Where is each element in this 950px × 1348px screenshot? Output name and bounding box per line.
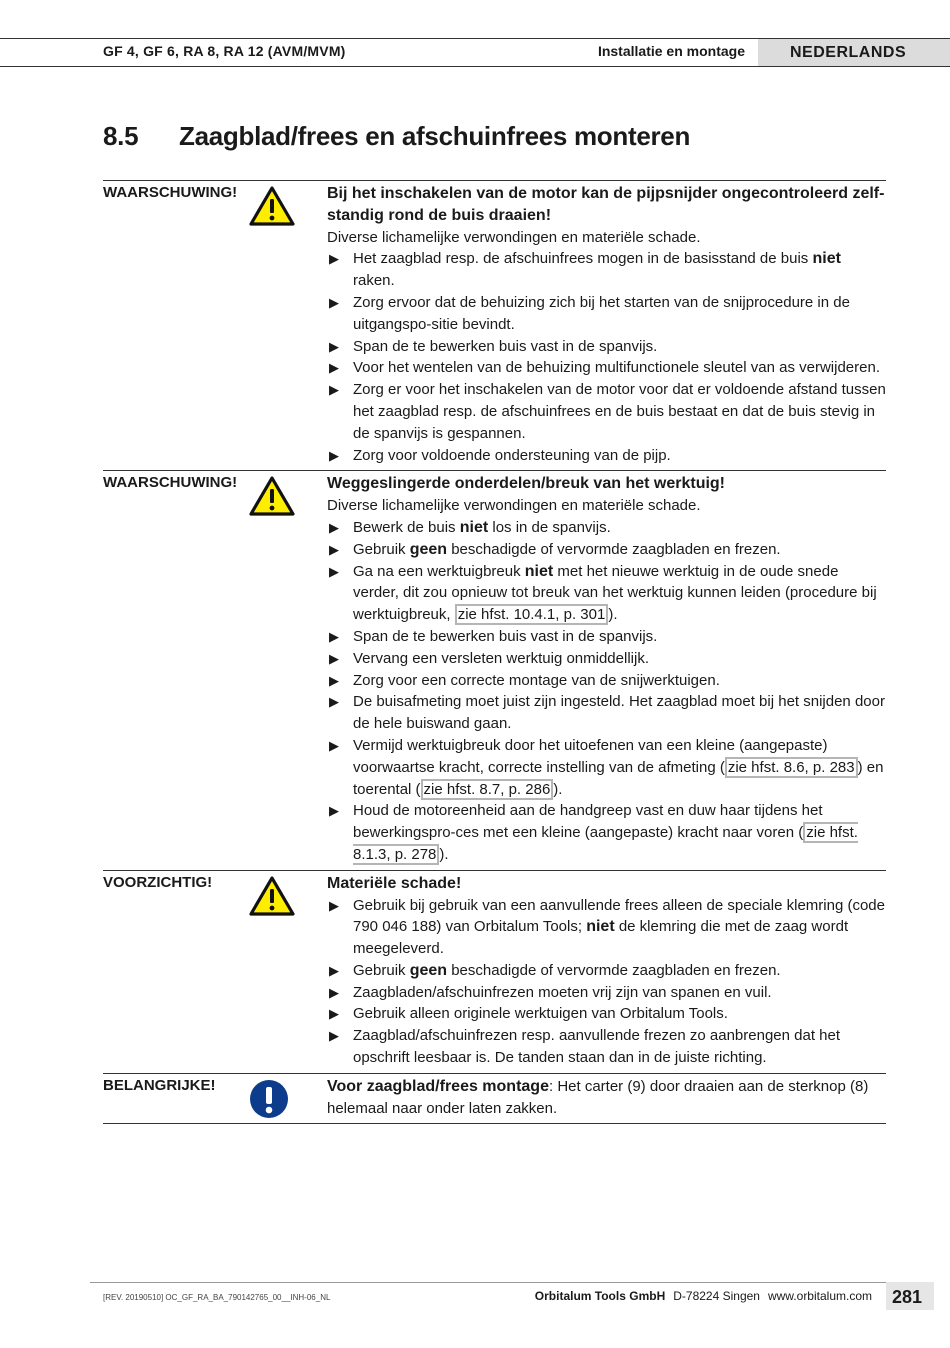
list-item [327, 960, 886, 982]
page-header [0, 38, 950, 67]
instruction-list [327, 248, 886, 466]
bullet-arrow-icon: ▶ [329, 447, 339, 463]
list-item [327, 691, 886, 735]
notice-block [103, 870, 886, 1073]
header-chapter: Installatie en montage [597, 43, 745, 59]
item-text: Gebruik [353, 961, 410, 979]
list-item [327, 517, 886, 539]
notice-heading: Weggeslingerde onderdelen/breuk van het werktuig! [327, 475, 726, 493]
item-text: Zorg er voor het inschakelen van de motor voor dat er voldoende afstand tussen het zaagblad resp. de afschuinfrees en de buis bestaat en dat de buis stevig in de spanvijs is gespannen. [353, 381, 886, 442]
bullet-arrow-icon: ▶ [329, 694, 339, 710]
instruction-list [327, 895, 886, 1069]
item-text: ). [608, 606, 618, 624]
bullet-arrow-icon: ▶ [329, 897, 339, 913]
bullet-arrow-icon: ▶ [329, 251, 339, 267]
notice-intro: Diverse lichamelijke verwondingen en materiële schade. [327, 228, 701, 246]
item-text: Vermijd werktuigbreuk door het uitoefenen van een kleine (aangepaste) voorwaartse kracht, correcte instelling van de afmeting ( [353, 736, 828, 776]
list-item [327, 561, 886, 626]
bullet-arrow-icon: ▶ [329, 338, 339, 354]
emphasis-text: niet [524, 562, 554, 580]
bullet-arrow-icon: ▶ [329, 737, 339, 753]
emphasis-text: niet [812, 250, 841, 268]
section-number: 8.5 [103, 121, 139, 151]
bullet-arrow-icon: ▶ [329, 1028, 339, 1044]
emphasis-text: geen [409, 961, 448, 979]
item-text: ). [553, 780, 563, 798]
notice-heading: Voor zaagblad/frees montage [327, 1077, 549, 1095]
signal-word: VOORZICHTIG! [103, 873, 213, 891]
item-text: los in de spanvijs. [488, 518, 611, 536]
item-text: ) en toerental ( [353, 758, 884, 798]
list-item [327, 539, 886, 561]
header-language: NEDERLANDS [758, 39, 950, 66]
list-item [327, 248, 886, 292]
item-text: beschadigde of vervormde zaagbladen en frezen. [447, 961, 781, 979]
notice-block [103, 180, 886, 470]
section-title [103, 121, 690, 152]
notice-block [103, 1073, 886, 1125]
footer-company: Orbitalum Tools GmbH [534, 1289, 666, 1303]
footer-website: www.orbitalum.com [767, 1289, 872, 1303]
safety-notices [103, 180, 886, 1124]
notice-intro: Diverse lichamelijke verwondingen en materiële schade. [327, 497, 701, 515]
section-title-text: Zaagblad/frees en afschuinfrees monteren [179, 121, 691, 151]
footer-company-info [535, 1289, 872, 1303]
item-text: Zorg voor een correcte montage van de snijwerktuigen. [353, 671, 720, 689]
item-text: Ga na een werktuigbreuk [353, 562, 525, 580]
item-text: Gebruik [353, 540, 410, 558]
notice-content [327, 1076, 886, 1120]
notice-heading: Materiële schade! [327, 874, 462, 892]
important-exclamation-icon [249, 1079, 289, 1124]
item-text: met het nieuwe werktuig in de oude snede verder, dit zou opnieuw tot breuk van het werktuig kunnen leiden (procedure bij werktuigbreuk, [353, 562, 877, 624]
list-item [327, 895, 886, 960]
bullet-arrow-icon: ▶ [329, 541, 339, 557]
bullet-arrow-icon: ▶ [329, 628, 339, 644]
item-text: ). [439, 845, 449, 863]
instruction-list [327, 517, 886, 866]
notice-content [327, 183, 886, 466]
list-item [327, 648, 886, 670]
list-item [327, 1003, 886, 1025]
item-text: Het zaagblad resp. de afschuinfrees mogen in de basisstand de buis [353, 250, 813, 268]
list-item [327, 292, 886, 336]
bullet-arrow-icon: ▶ [329, 803, 339, 819]
footer-address: D-78224 Singen [673, 1289, 760, 1303]
item-text: Voor het wentelen van de behuizing multifunctionele sleutel van as verwijderen. [353, 359, 880, 377]
bullet-arrow-icon: ▶ [329, 519, 339, 535]
list-item [327, 800, 886, 865]
signal-word: WAARSCHUWING! [103, 184, 238, 201]
page-number: 281 [886, 1282, 934, 1310]
bullet-arrow-icon: ▶ [329, 1006, 339, 1022]
header-models: GF 4, GF 6, RA 8, RA 12 (AVM/MVM) [103, 43, 346, 59]
item-text: Zaagblad/afschuinfrezen resp. aanvullende frezen zo aanbrengen dat het opschrift leesbaar is. De tanden staan dan in de juiste richting. [353, 1027, 841, 1067]
notice-text: : Het carter (9) door draaien aan de sterknop (8) helemaal naar onder laten zakken. [327, 1077, 869, 1117]
item-text: raken. [353, 272, 395, 290]
item-text: Span de te bewerken buis vast in de spanvijs. [353, 627, 658, 645]
list-item [327, 670, 886, 692]
list-item [327, 357, 886, 379]
caution-triangle-icon [249, 876, 295, 921]
footer-divider [90, 1282, 886, 1283]
item-text: Zorg voor voldoende ondersteuning van de pijp. [353, 446, 671, 464]
item-text: Bewerk de buis [353, 518, 460, 536]
item-text: Vervang een versleten werktuig onmiddellijk. [353, 649, 649, 667]
signal-word: WAARSCHUWING! [103, 474, 238, 492]
list-item [327, 445, 886, 467]
cross-reference-link[interactable]: zie hfst. 8.1.3, p. 278 [353, 824, 858, 863]
emphasis-text: geen [409, 540, 448, 558]
bullet-arrow-icon: ▶ [329, 984, 339, 1000]
item-text: Gebruik bij gebruik van een aanvullende frees alleen de speciale klemring (code 790 046 188) van Orbitalum Tools; [353, 896, 885, 936]
notice-heading: Bij het inschakelen van de motor kan de pijpsnijder ongecontroleerd zelf-standig rond de buis draaien! [327, 185, 885, 224]
notice-block [103, 470, 886, 869]
bullet-arrow-icon: ▶ [329, 672, 339, 688]
item-text: Span de te bewerken buis vast in de spanvijs. [353, 337, 658, 355]
notice-paragraph [327, 1076, 886, 1120]
notice-content [327, 873, 886, 1069]
bullet-arrow-icon: ▶ [329, 962, 339, 978]
emphasis-text: niet [459, 518, 489, 536]
signal-word: BELANGRIJKE! [103, 1076, 216, 1094]
cross-reference-link[interactable]: zie hfst. 10.4.1, p. 301 [455, 604, 609, 625]
bullet-arrow-icon: ▶ [329, 563, 339, 579]
bullet-arrow-icon: ▶ [329, 650, 339, 666]
list-item [327, 982, 886, 1004]
item-text: Houd de motoreenheid aan de handgreep vast en duw haar tijdens het bewerkingspro-ces met een kleine (aangepaste) kracht naar voren ( [353, 802, 823, 842]
list-item [327, 336, 886, 358]
footer-revision: [REV. 20190510] OC_GF_RA_BA_790142765_00__INH-06_NL [103, 1293, 331, 1302]
cross-reference-link[interactable]: zie hfst. 8.6, p. 283 [725, 757, 858, 778]
list-item [327, 735, 886, 800]
warning-triangle-icon [249, 186, 295, 231]
item-text: De buisafmeting moet juist zijn ingesteld. Het zaagblad moet bij het snijden door de hele buiswand gaan. [353, 693, 885, 733]
bullet-arrow-icon: ▶ [329, 294, 339, 310]
warning-triangle-icon [249, 476, 295, 521]
list-item [327, 626, 886, 648]
item-text: de klemring die met de zaag wordt meegeleverd. [353, 918, 849, 958]
item-text: Zaagbladen/afschuinfrezen moeten vrij zijn van spanen en vuil. [353, 983, 772, 1001]
item-text: Zorg ervoor dat de behuizing zich bij het starten van de snijprocedure in de uitgangspo-sitie bevindt. [353, 293, 850, 333]
list-item [327, 1025, 886, 1069]
bullet-arrow-icon: ▶ [329, 360, 339, 376]
notice-content [327, 473, 886, 865]
item-text: Gebruik alleen originele werktuigen van Orbitalum Tools. [353, 1005, 728, 1023]
item-text: beschadigde of vervormde zaagbladen en frezen. [447, 540, 781, 558]
cross-reference-link[interactable]: zie hfst. 8.7, p. 286 [421, 779, 554, 800]
bullet-arrow-icon: ▶ [329, 382, 339, 398]
emphasis-text: niet [586, 918, 615, 936]
list-item [327, 379, 886, 444]
